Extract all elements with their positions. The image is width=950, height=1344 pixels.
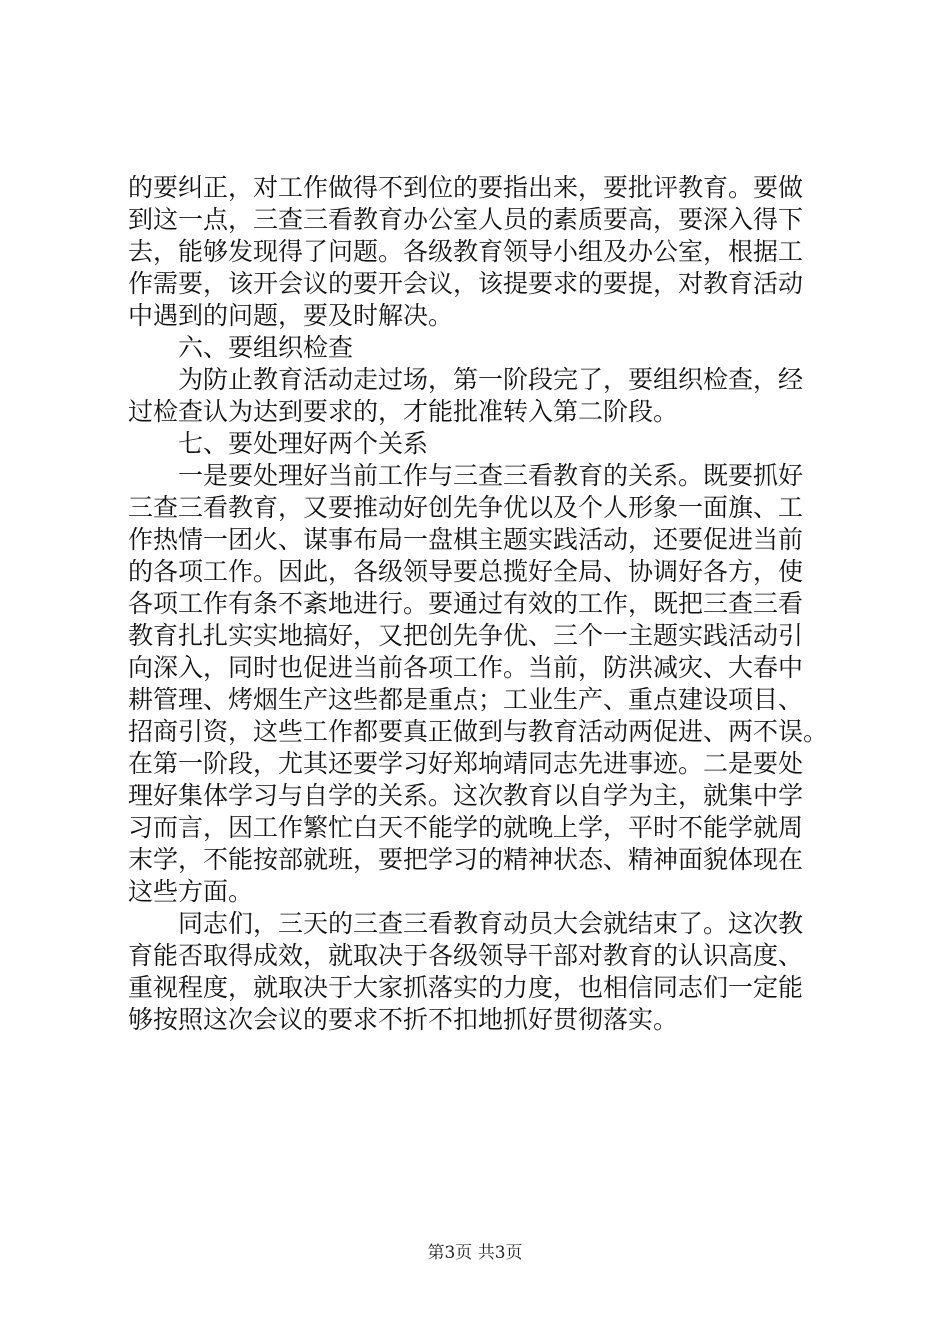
- text-line: 三查三看教育，又要推动好创先争优以及个人形象一面旗、工: [128, 493, 804, 522]
- text-line: 招商引资，这些工作都要真正做到与教育活动两促进、两不误。: [128, 717, 829, 746]
- page-footer: 第3页 共3页: [427, 1243, 523, 1263]
- text-line: 过检查认为达到要求的，才能批准转入第二阶段。: [128, 397, 679, 426]
- text-line: 末学，不能按部就班，要把学习的精神状态、精神面貌体现在: [128, 845, 804, 874]
- text-line: 育能否取得成效，就取决于各级领导干部对教育的认识高度、: [128, 941, 804, 970]
- document-body: [128, 172, 834, 1036]
- text-line: 七、要处理好两个关系: [178, 429, 429, 458]
- text-line: 到这一点，三查三看教育办公室人员的素质要高，要深入得下: [128, 205, 804, 234]
- text-line: 作需要，该开会议的要开会议，该提要求的要提，对教育活动: [128, 269, 804, 298]
- text-line: 习而言，因工作繁忙白天不能学的就晚上学，平时不能学就周: [128, 813, 804, 842]
- text-line: 理好集体学习与自学的关系。这次教育以自学为主，就集中学: [128, 781, 804, 810]
- text-line: 中遇到的问题，要及时解决。: [128, 301, 454, 330]
- text-line: 作热情一团火、谋事布局一盘棋主题实践活动，还要促进当前: [128, 525, 804, 554]
- text-line: 的要纠正，对工作做得不到位的要指出来，要批评教育。要做: [128, 173, 804, 202]
- text-line: 去，能够发现得了问题。各级教育领导小组及办公室，根据工: [128, 237, 804, 266]
- text-line: 六、要组织检查: [178, 333, 354, 362]
- text-line: 耕管理、烤烟生产这些都是重点；工业生产、重点建设项目、: [128, 685, 804, 714]
- text-line: 向深入，同时也促进当前各项工作。当前，防洪减灾、大春中: [128, 653, 804, 682]
- text-line: 重视程度，就取决于大家抓落实的力度，也相信同志们一定能: [128, 973, 804, 1002]
- text-line: 同志们，三天的三查三看教育动员大会就结束了。这次教: [178, 909, 804, 938]
- text-line: 够按照这次会议的要求不折不扣地抓好贯彻落实。: [128, 1005, 679, 1034]
- text-line: 在第一阶段，尤其还要学习好郑垧靖同志先进事迹。二是要处: [128, 749, 804, 778]
- text-line: 教育扎扎实实地搞好，又把创先争优、三个一主题实践活动引: [128, 621, 804, 650]
- text-line: 一是要处理好当前工作与三查三看教育的关系。既要抓好: [178, 461, 804, 490]
- text-line: 各项工作有条不紊地进行。要通过有效的工作，既把三查三看: [128, 589, 804, 618]
- text-line: 为防止教育活动走过场，第一阶段完了，要组织检查，经: [178, 365, 804, 394]
- text-line: 这些方面。: [128, 877, 254, 906]
- text-line: 的各项工作。因此，各级领导要总揽好全局、协调好各方，使: [128, 557, 804, 586]
